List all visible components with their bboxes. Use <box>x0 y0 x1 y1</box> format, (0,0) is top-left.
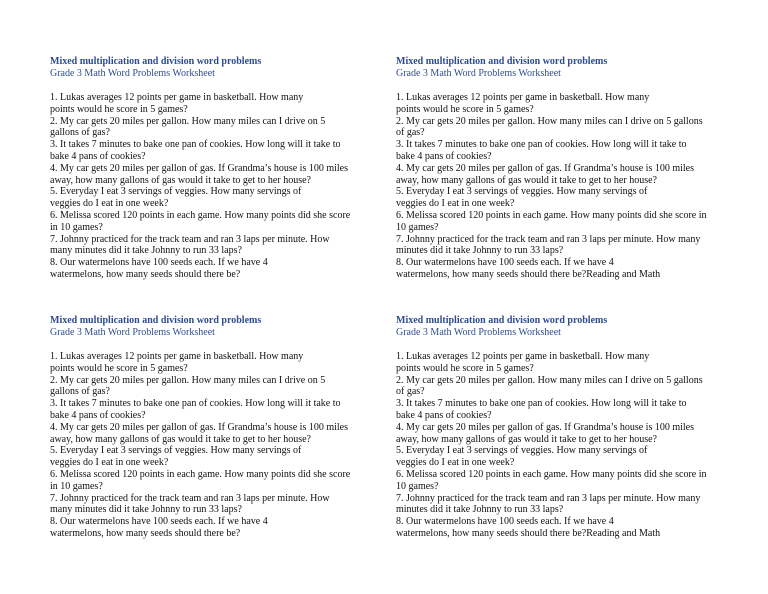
question-6: 6. Melissa scored 120 points in each game. How many points did she score in 10 games? <box>50 468 351 492</box>
question-4: 4. My car gets 20 miles per gallon of gas. If Grandma’s house is 100 miles away, how many gallons of gas would it take to get to her house? <box>396 162 694 186</box>
worksheet-panel-bottom-left <box>50 315 380 540</box>
question-6: 6. Melissa scored 120 points in each game. How many points did she score in 10 games? <box>396 468 707 492</box>
question-1: 1. Lukas averages 12 points per game in basketball. How many points would he score in 5 games? <box>50 351 304 374</box>
question-8: 8. Our watermelons have 100 seeds each. If we have 4 watermelons, how many seeds should there be?Reading and Math <box>396 516 661 539</box>
worksheet-subtitle: Grade 3 Math Word Problems Worksheet <box>50 327 215 338</box>
question-8: 8. Our watermelons have 100 seeds each. If we have 4 watermelons, how many seeds should there be?Reading and Math <box>396 257 661 280</box>
question-list <box>50 92 380 281</box>
worksheet-title: Mixed multiplication and division word problems <box>50 56 262 67</box>
question-2: 2. My car gets 20 miles per gallon. How many miles can I drive on 5 gallons of gas? <box>396 115 703 139</box>
question-7: 7. Johnny practiced for the track team and ran 3 laps per minute. How many minutes did it take Johnny to run 33 laps? <box>396 233 701 257</box>
question-8: 8. Our watermelons have 100 seeds each. If we have 4 watermelons, how many seeds should there be? <box>50 516 268 539</box>
question-3: 3. It takes 7 minutes to bake one pan of cookies. How long will it take to bake 4 pans of cookies? <box>50 398 341 421</box>
question-list <box>396 92 726 281</box>
question-5: 5. Everyday I eat 3 servings of veggies. How many servings of veggies do I eat in one week? <box>396 186 648 210</box>
worksheet-subtitle: Grade 3 Math Word Problems Worksheet <box>396 68 561 79</box>
question-2: 2. My car gets 20 miles per gallon. How many miles can I drive on 5 gallons of gas? <box>50 115 326 139</box>
worksheet-subtitle: Grade 3 Math Word Problems Worksheet <box>50 68 215 79</box>
question-7: 7. Johnny practiced for the track team and ran 3 laps per minute. How many minutes did it take Johnny to run 33 laps? <box>50 492 330 516</box>
worksheet-panel-bottom-right <box>396 315 726 540</box>
question-list <box>396 351 726 540</box>
question-1: 1. Lukas averages 12 points per game in basketball. How many points would he score in 5 games? <box>50 92 304 115</box>
worksheet-title: Mixed multiplication and division word problems <box>396 56 608 67</box>
worksheet-subtitle: Grade 3 Math Word Problems Worksheet <box>396 327 561 338</box>
question-6: 6. Melissa scored 120 points in each game. How many points did she score in 10 games? <box>396 209 707 233</box>
question-2: 2. My car gets 20 miles per gallon. How many miles can I drive on 5 gallons of gas? <box>396 374 703 398</box>
question-4: 4. My car gets 20 miles per gallon of gas. If Grandma’s house is 100 miles away, how many gallons of gas would it take to get to her house? <box>50 162 348 186</box>
question-3: 3. It takes 7 minutes to bake one pan of cookies. How long will it take to bake 4 pans of cookies? <box>396 398 687 421</box>
question-1: 1. Lukas averages 12 points per game in basketball. How many points would he score in 5 games? <box>396 351 650 374</box>
question-7: 7. Johnny practiced for the track team and ran 3 laps per minute. How many minutes did it take Johnny to run 33 laps? <box>396 492 701 516</box>
worksheet-title: Mixed multiplication and division word problems <box>50 315 262 326</box>
question-5: 5. Everyday I eat 3 servings of veggies. How many servings of veggies do I eat in one week? <box>50 445 302 469</box>
question-1: 1. Lukas averages 12 points per game in basketball. How many points would he score in 5 games? <box>396 92 650 115</box>
question-8: 8. Our watermelons have 100 seeds each. If we have 4 watermelons, how many seeds should there be? <box>50 257 268 280</box>
question-5: 5. Everyday I eat 3 servings of veggies. How many servings of veggies do I eat in one week? <box>396 445 648 469</box>
question-3: 3. It takes 7 minutes to bake one pan of cookies. How long will it take to bake 4 pans of cookies? <box>50 139 341 162</box>
worksheet-title: Mixed multiplication and division word problems <box>396 315 608 326</box>
question-4: 4. My car gets 20 miles per gallon of gas. If Grandma’s house is 100 miles away, how many gallons of gas would it take to get to her house? <box>50 421 348 445</box>
question-list <box>50 351 380 540</box>
question-4: 4. My car gets 20 miles per gallon of gas. If Grandma’s house is 100 miles away, how many gallons of gas would it take to get to her house? <box>396 421 694 445</box>
question-5: 5. Everyday I eat 3 servings of veggies. How many servings of veggies do I eat in one week? <box>50 186 302 210</box>
question-2: 2. My car gets 20 miles per gallon. How many miles can I drive on 5 gallons of gas? <box>50 374 326 398</box>
question-6: 6. Melissa scored 120 points in each game. How many points did she score in 10 games? <box>50 209 351 233</box>
worksheet-panel-top-right <box>396 56 726 281</box>
worksheet-panel-top-left <box>50 56 380 281</box>
question-3: 3. It takes 7 minutes to bake one pan of cookies. How long will it take to bake 4 pans of cookies? <box>396 139 687 162</box>
question-7: 7. Johnny practiced for the track team and ran 3 laps per minute. How many minutes did it take Johnny to run 33 laps? <box>50 233 330 257</box>
